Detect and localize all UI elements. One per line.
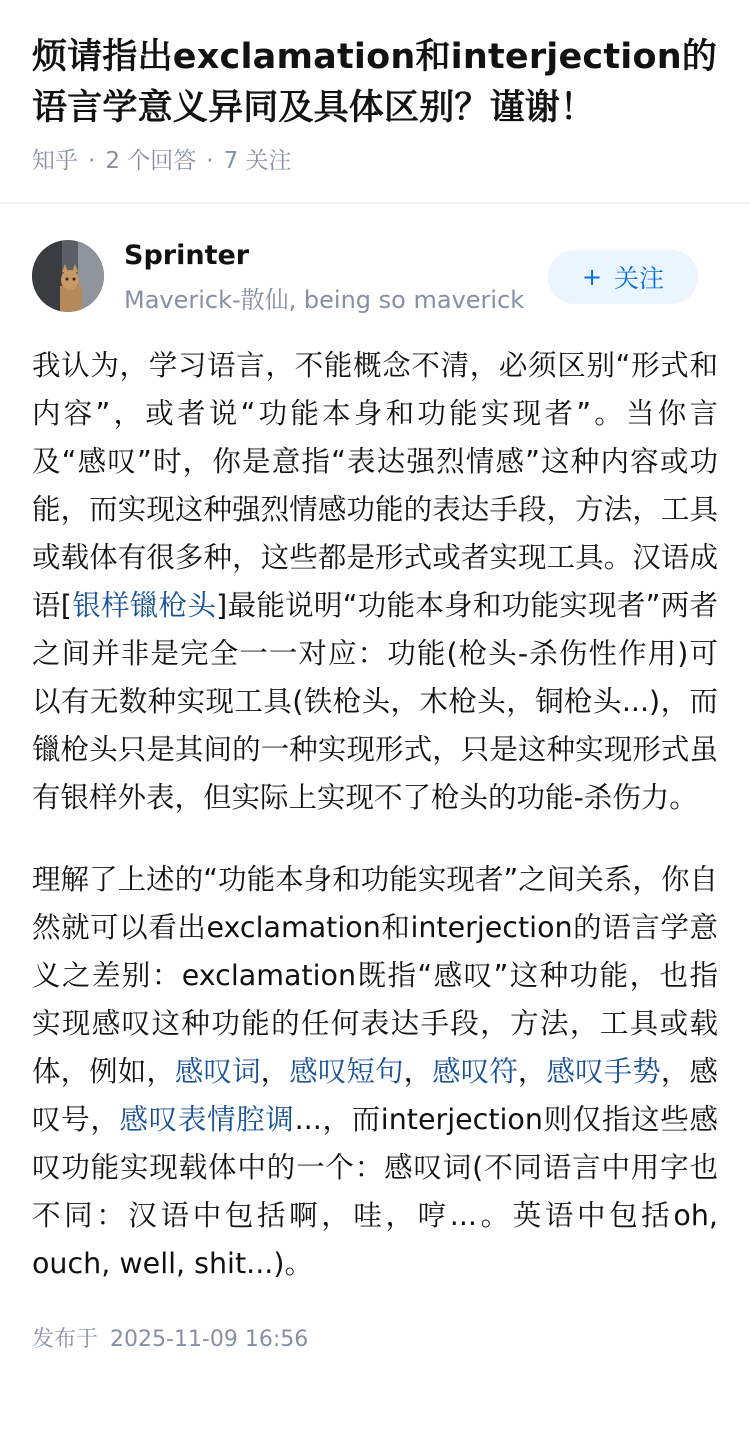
- publish-datetime: 2025-11-09 16:56: [110, 1326, 309, 1352]
- follow-label: 关注: [614, 263, 665, 293]
- text-run: ，感叹号，: [32, 1054, 718, 1136]
- answer-paragraph: [32, 342, 718, 822]
- text-run: ，: [260, 1054, 290, 1088]
- keyword-link[interactable]: 感叹符: [432, 1054, 518, 1088]
- question-meta: [32, 146, 718, 176]
- keyword-link[interactable]: 感叹表情腔调: [119, 1102, 295, 1136]
- text-run: ，: [517, 1054, 547, 1088]
- idiom-link[interactable]: 银样镴枪头: [71, 588, 217, 622]
- author-name[interactable]: Sprinter: [124, 239, 250, 271]
- separator-dot: ·: [88, 147, 96, 174]
- plus-icon: +: [581, 262, 603, 291]
- text-run: ]最能说明“功能本身和功能实现者”两者之间并非是完全一一对应：功能(枪头-杀伤性作用)可以有无数种实现工具(铁枪头，木枪头，铜枪头...)，而镴枪头只是其间的一种实现形式，只是这种实现形式虽有银样外表，但实际上实现不了枪头的功能-杀伤力。: [32, 588, 718, 814]
- question-header: [0, 0, 750, 176]
- text-run: 我认为，学习语言，不能概念不清，必须区别“形式和内容”，或者说“功能本身和功能实现者”。当你言及“感叹”时，你是意指“表达强烈情感”这种内容或功能，而实现这种强烈情感功能的表达手段，方法，工具或载体有很多种，这些都是形式或者实现工具。汉语成语[: [32, 348, 718, 622]
- site-name[interactable]: 知乎: [32, 147, 78, 174]
- keyword-link[interactable]: 感叹短句: [289, 1054, 404, 1088]
- avatar[interactable]: [32, 240, 104, 312]
- separator-dot: ·: [206, 147, 214, 174]
- text-run: 理解了上述的“功能本身和功能实现者”之间关系，你自然就可以看出exclamation和interjection的语言学意义之差别：exclamation既指“感叹”这种功能，也指实现感叹这种功能的任何表达手段，方法，工具或载体，例如，: [32, 862, 718, 1088]
- keyword-link[interactable]: 感叹词: [174, 1054, 261, 1088]
- text-run: ...，而interjection则仅指这些感叹功能实现载体中的一个：感叹词(不同语言中用字也不同：汉语中包括啊，哇，哼...。英语中包括oh, ouch, well, shit...)。: [32, 1102, 718, 1280]
- publish-label: 发布于: [32, 1326, 99, 1352]
- keyword-link[interactable]: 感叹手势: [546, 1054, 661, 1088]
- answer-paragraph: [32, 856, 718, 1288]
- section-divider: [0, 202, 750, 204]
- author-row: [0, 236, 750, 348]
- follow-count[interactable]: 7 关注: [223, 147, 292, 174]
- text-run: ，: [403, 1054, 433, 1088]
- follow-button[interactable]: [548, 250, 698, 304]
- publish-info: [0, 1322, 750, 1353]
- answer-content: [0, 342, 750, 1288]
- author-bio: Maverick-散仙, being so maverick: [124, 285, 525, 314]
- answer-count[interactable]: 2 个回答: [105, 147, 197, 174]
- question-title[interactable]: 烦请指出exclamation和interjection的语言学意义异同及具体区别？谨谢！: [32, 37, 718, 128]
